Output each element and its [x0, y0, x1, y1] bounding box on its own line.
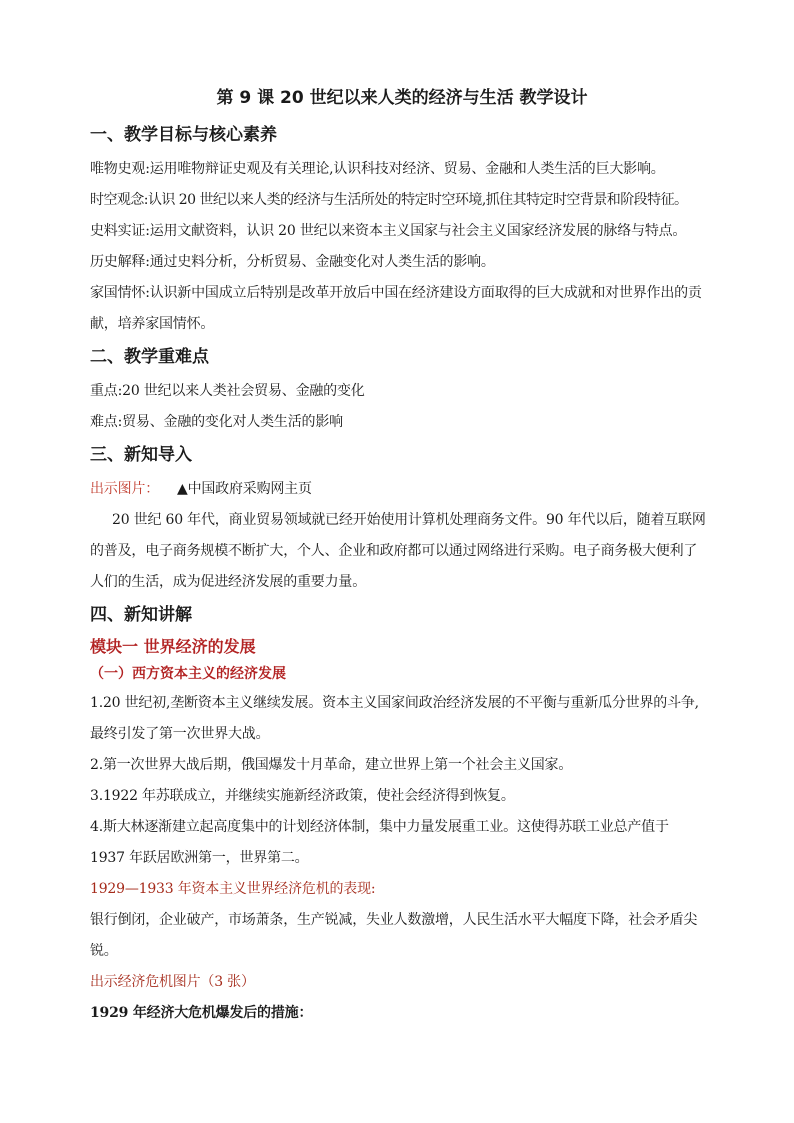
objective-evidence: 史料实证:运用文献资料，认识 20 世纪以来资本主义国家与社会主义国家经济发展的脉络与特点。 [90, 223, 687, 239]
section-heading-introduction: 三、新知导入 [90, 445, 192, 465]
explanation-item-3: 3.1922 年苏联成立，并继续实施新经济政策，使社会经济得到恢复。 [90, 788, 515, 804]
module-title: 模块一 世界经济的发展 [90, 637, 256, 656]
crisis-label: 1929—1933 年资本主义世界经济危机的表现: [90, 881, 376, 897]
measures-label: 1929 年经济大危机爆发后的措施： [90, 1005, 313, 1021]
section-heading-objectives: 一、教学目标与核心素养 [90, 125, 277, 145]
explanation-item-2: 2.第一次世界大战后期，俄国爆发十月革命，建立世界上第一个社会主义国家。 [90, 757, 573, 773]
show-picture-line [90, 474, 706, 505]
show-picture-label: 出示图片： [90, 481, 159, 497]
explanation-item-4: 4.斯大林逐渐建立起高度集中的计划经济体制，集中力量发展重工业。这使得苏联工业总产值于 1937 年跃居欧洲第一，世界第二。 [90, 819, 669, 866]
objective-interpretation: 历史解释:通过史料分析，分析贸易、金融变化对人类生活的影响。 [90, 254, 495, 270]
objective-patriotism: 家国情怀:认识新中国成立后特别是改革开放后中国在经济建设方面取得的巨大成就和对世界作出的贡献，培养家国情怀。 [90, 285, 702, 332]
difficult-point: 难点:贸易、金融的变化对人类生活的影响 [90, 414, 343, 430]
picture-caption: ▲中国政府采购网主页 [177, 481, 312, 497]
subsection-title: （一）西方资本主义的经济发展 [90, 666, 286, 682]
crisis-pictures: 出示经济危机图片（3 张） [90, 974, 255, 990]
objective-materialism: 唯物史观:运用唯物辩证史观及有关理论,认识科技对经济、贸易、金融和人类生活的巨大影响。 [90, 161, 665, 177]
document-title: 第 9 课 20 世纪以来人类的经济与生活 教学设计 [216, 88, 588, 108]
section-heading-explanation: 四、新知讲解 [90, 605, 192, 625]
crisis-text: 银行倒闭，企业破产，市场萧条，生产锐减，失业人数激增，人民生活水平大幅度下降，社会矛盾尖锐。 [90, 912, 698, 959]
key-point: 重点:20 世纪以来人类社会贸易、金融的变化 [90, 383, 365, 399]
explanation-item-1: 1.20 世纪初,垄断资本主义继续发展。资本主义国家间政治经济发展的不平衡与重新瓜分世界的斗争,最终引发了第一次世界大战。 [90, 695, 699, 742]
objective-time-space: 时空观念:认识 20 世纪以来人类的经济与生活所处的特定时空环境,抓住其特定时空背景和阶段特征。 [90, 192, 688, 208]
introduction-paragraph: 20 世纪 60 年代，商业贸易领域就已经开始使用计算机处理商务文件。90 年代以后，随着互联网的普及，电子商务规模不断扩大，个人、企业和政府都可以通过网络进行采购。电子商务极大便利了人们的生活，成为促进经济发展的重要力量。 [90, 512, 706, 590]
section-heading-key-points: 二、教学重难点 [90, 347, 209, 367]
